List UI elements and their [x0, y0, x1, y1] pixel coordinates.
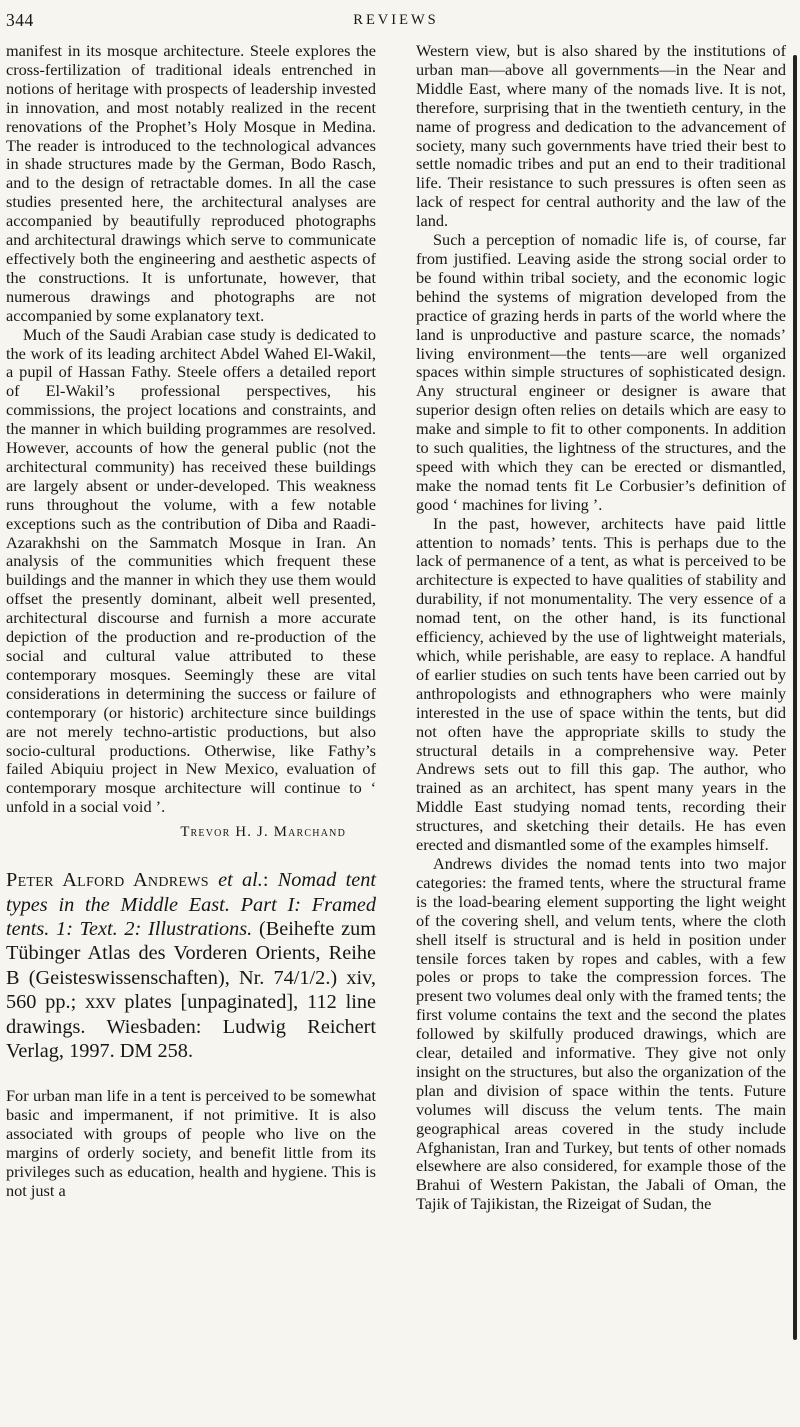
citation-title: Nomad tent types in the Middle East. Part I: Framed tents. 1: Text. 2: Illustrations.	[6, 869, 376, 940]
book-citation	[6, 868, 376, 1063]
running-head-title: REVIEWS	[353, 12, 439, 28]
review-paragraph: Andrews divides the nomad tents into two major categories: the framed tents, where the structural frame is the load-bearing element supporting the light weight of the covering shell, and velum tents, where the cloth shell itself is structural and is held in position under tensile forces taken by ropes and cables, with a few poles or props to take the compression forces. The present two volumes deal only with the framed tents; the first volume contains the text and the second the plates followed by skilfully produced drawings, which are clear, detailed and informative. They give not only insight on the structures, but also the organization of the plan and division of space within the tents. Future volumes will discuss the velum tents. The main geographical areas covered in the study include Afghanistan, Iran and Turkey, but tents of other nomads elsewhere are also considered, for example those of the Brahui of Western Pakistan, the Jabali of Oman, the Tajik of Tajikistan, the Rizeigat of Sudan, the	[416, 853, 786, 1214]
page-number: 344	[6, 10, 34, 30]
review-paragraph-continuation: Western view, but is also shared by the institutions of urban man—above all governments—in the Near and Middle East, where many of the nomads live. It is not, therefore, surprising that in the twentieth century, in the name of progress and dedication to the advancement of society, many such governments have tried their best to settle nomadic tribes and put an end to their traditional life. Their resistance to such pressures is often seen as lack of respect for central authority and the law of the land.	[416, 41, 786, 231]
citation-author: Peter Alford Andrews	[6, 869, 209, 892]
review-paragraph: In the past, however, architects have paid little attention to nomads’ tents. This is perhaps due to the lack of permanence of a tent, as what is perceived to be architecture is expected to have qualities of stability and durability, if not monumentality. The very essence of a nomad tent, on the other hand, is its functional efficiency, achieved by the use of lightweight materials, which, while perishable, are easy to replace. A handful of earlier studies on such tents have been carried out by anthropologists and ethnographers who were mainly interested in the use of space within the tents, but did not often have the appropriate skills to study the structural details in a comprehensive way. Peter Andrews sets out to fill this gap. The author, who trained as an architect, has spent many years in the Middle East studying nomad tents, recording their structures, and sketching their details. He has even erected and dismantled some of the examples himself.	[416, 513, 786, 855]
right-column	[416, 42, 786, 1214]
reviewer-signature: Trevor H. J. Marchand	[180, 824, 346, 841]
review-paragraph-continuation: manifest in its mosque architecture. Steele explores the cross-fertilization of traditional ideals entrenched in notions of heritage with prospects of leadership invested in innovation, and most notably realized in the recent renovations of the Prophet’s Holy Mosque in Medina. The reader is introduced to the technological advances in shade structures made by the German, Bodo Rasch, and to the design of retractable domes. In all the case studies presented here, the architectural analyses are accompanied by beautifully reproduced photographs and architectural drawings which serve to communicate effectively both the engineering and aesthetic aspects of the constructions. It is unfortunate, however, that numerous drawings and photographs are not accompanied by some explanatory text.	[6, 41, 376, 325]
two-column-layout	[6, 42, 786, 1214]
left-column	[6, 42, 376, 1214]
page-header	[6, 10, 786, 34]
review-paragraph: Much of the Saudi Arabian case study is dedicated to the work of its leading architect Abdel Wahed El-Wakil, a pupil of Hassan Fathy. Steele offers a detailed report of El-Wakil’s professional perspectives, his commissions, the project locations and constraints, and the manner in which building programmes are resolved. However, accounts of how the general public (not the architectural community) has received these buildings are largely absent or under-developed. This weakness runs throughout the volume, with a few notable exceptions such as the contribution of Diba and Raadi-Azarakhshi on the Sammatch Mosque in Iran. An analysis of the communities which frequent these buildings and the manner in which they use them would offset the presently dominant, albeit well presented, architectural discourse and furnish a more accurate depiction of the production and re-production of the social and cultural value attributed to these contemporary mosques. Seemingly these are vital considerations in determining the success or failure of contemporary (or historic) architecture since buildings are not merely techno-artistic productions, but also socio-cultural productions. Otherwise, like Fathy’s failed Abiquiu project in New Mexico, evaluation of contemporary mosque architecture will continue to ‘ unfold in a social void ’.	[6, 324, 376, 817]
review-opening-paragraph: For urban man life in a tent is perceived to be somewhat basic and impermanent, if not primitive. It is also associated with groups of people who live on the margins of orderly society, and benefit little from its privileges such as education, health and hygiene. This is not just a	[6, 1086, 376, 1200]
citation-separator: :	[262, 869, 278, 892]
review-paragraph: Such a perception of nomadic life is, of course, far from justified. Leaving aside the strong social order to be found within tribal society, and the economic logic behind the systems of migration developed from the practice of grazing herds in parts of the world where the land is unproductive and pasture scarce, the nomads’ living environment—the tents—are well organized spaces within simple structures of sophisticated design. Any structural engineer or designer is aware that superior design often relies on details which are easy to make and simple to fit to other components. In addition to such qualities, the lightness of the structures, and the speed with which they can be erected or dismantled, make the nomad tents fit Le Corbusier’s definition of good ‘ machines for living ’.	[416, 230, 786, 514]
citation-etal: et al.	[218, 869, 263, 892]
citation-imprint: (Beihefte zum Tübinger Atlas des Vorderen Orients, Reihe B (Geisteswissenschaften), Nr. 74/1/2.) xiv, 560 pp.; xxv plates [unpaginated], 112 line drawings. Wiesbaden: Ludwig Reichert Verlag, 1997. DM 258.	[6, 917, 376, 1062]
scan-artifact-line	[793, 55, 797, 1340]
